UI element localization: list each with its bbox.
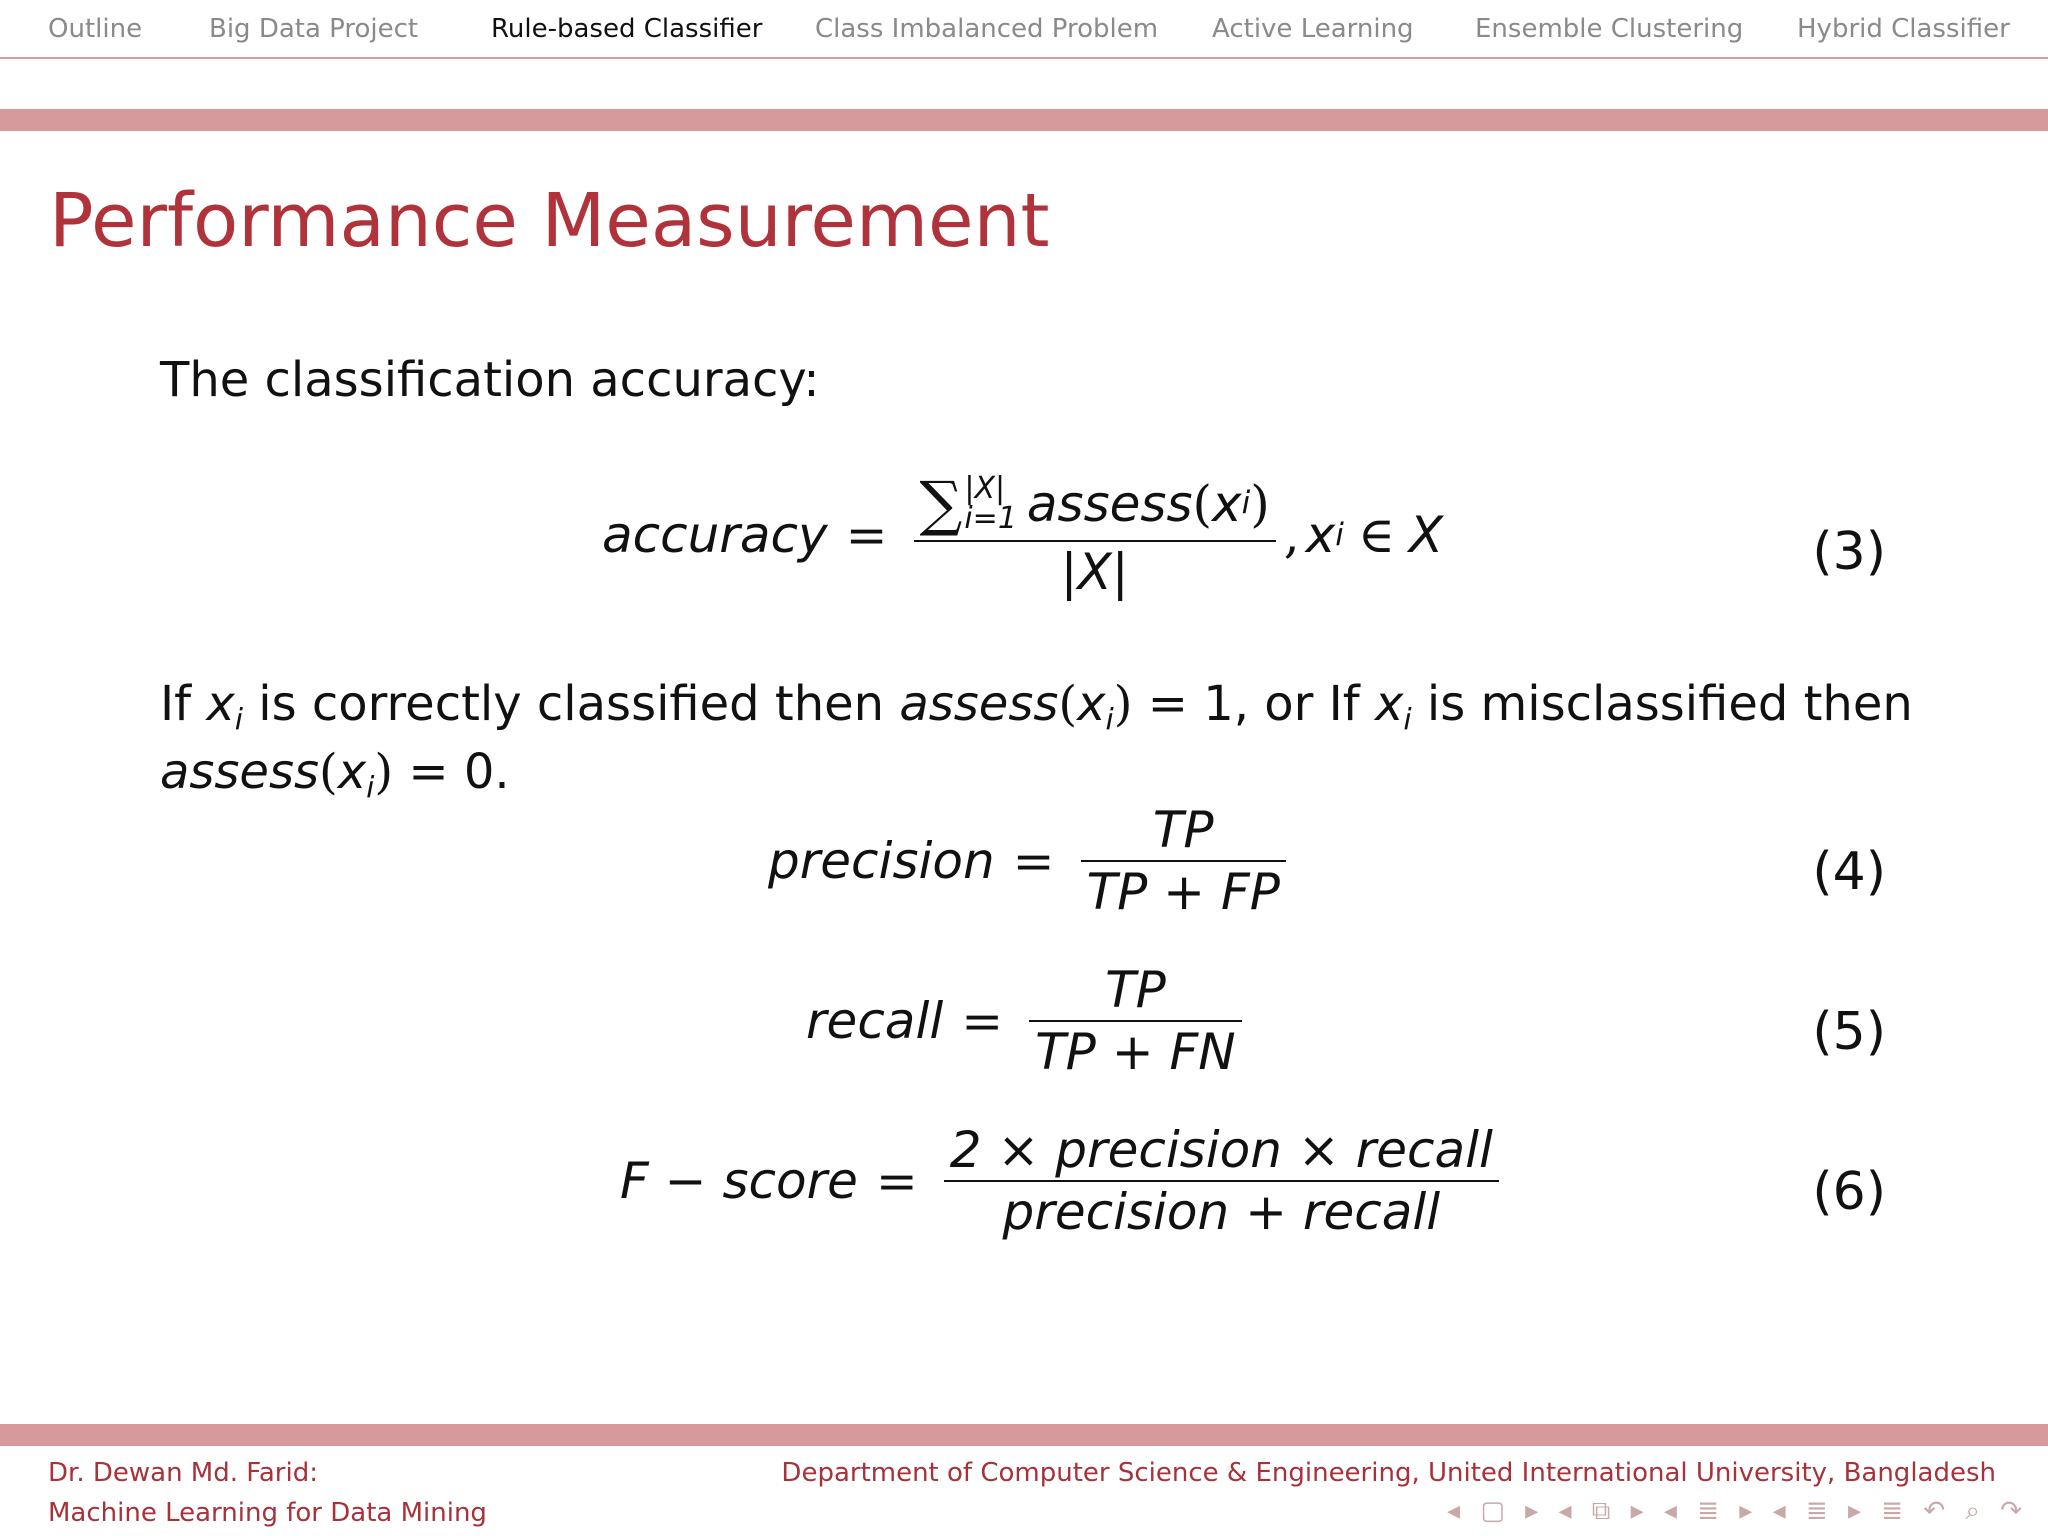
nav-divider xyxy=(0,57,2048,59)
eq3-equals: = xyxy=(845,506,888,564)
sum-lower-limit: i=1 xyxy=(964,501,1017,536)
nav-item-class-imbalanced-problem[interactable]: Class Imbalanced Problem xyxy=(815,14,1159,44)
equation-number-3: (3) xyxy=(1812,522,1886,582)
eq6-equals: = xyxy=(875,1152,918,1210)
nav-item-rule-based-classifier[interactable]: Rule-based Classifier xyxy=(491,14,763,44)
eq3-numerator: ∑ |X| i=1 assess ( x i ) xyxy=(919,469,1270,539)
equation-f-score xyxy=(620,1120,1507,1242)
beamer-navigation-icons[interactable]: ◂ ▢ ▸ ◂ ⧉ ▸ ◂ ≣ ▸ ◂ ≣ ▸ ≣ ↶ ⌕ ↷ xyxy=(1447,1496,2028,1526)
eq6-fraction xyxy=(944,1120,1499,1242)
equation-number-4: (4) xyxy=(1812,842,1886,902)
equation-precision xyxy=(768,800,1294,922)
eq4-lhs: precision xyxy=(768,832,995,890)
eq3-denominator: |X| xyxy=(1060,543,1129,601)
eq4-numerator: TP xyxy=(1152,801,1214,859)
equation-number-6: (6) xyxy=(1812,1162,1886,1222)
assess-definition-line-2: $assess(x_i) = 0$. xyxy=(160,744,510,806)
eq4-fraction xyxy=(1081,800,1286,922)
eq5-lhs: recall xyxy=(806,992,944,1050)
header-band xyxy=(0,109,2048,131)
footer-band xyxy=(0,1424,2048,1446)
equation-accuracy: accuracy = ∑ |X| i=1 assess ( x i ) |X| , x i ∈ X xyxy=(602,469,1444,601)
eq6-denominator: precision + recall xyxy=(1002,1183,1441,1241)
eq3-fraction xyxy=(914,468,1276,602)
footer-author: Dr. Dewan Md. Farid: xyxy=(48,1458,318,1488)
nav-item-active-learning[interactable]: Active Learning xyxy=(1212,14,1414,44)
equation-recall xyxy=(806,960,1250,1082)
eq3-assess-sub: i xyxy=(1241,485,1251,522)
eq4-equals: = xyxy=(1012,832,1055,890)
eq6-numerator: 2 × precision × recall xyxy=(949,1121,1493,1179)
eq6-lhs: F − score xyxy=(620,1152,858,1210)
footer-course: Machine Learning for Data Mining xyxy=(48,1498,487,1528)
eq5-numerator: TP xyxy=(1105,961,1166,1019)
eq3-tail-set: X xyxy=(1408,506,1444,564)
footer-department: Department of Computer Science & Engineering, United International University, Bangladesh xyxy=(781,1458,1996,1488)
section-nav xyxy=(0,0,2048,58)
assess-definition-line-1: If $x_i$ is correctly classified then $assess(x_i) = 1$, or If $x_i$ is misclassified then xyxy=(160,676,1913,738)
nav-item-outline[interactable]: Outline xyxy=(48,14,143,44)
eq3-assess-arg: x xyxy=(1212,475,1242,533)
eq5-fraction xyxy=(1029,960,1242,1082)
slide-title: Performance Measurement xyxy=(49,178,1050,264)
nav-item-big-data-project[interactable]: Big Data Project xyxy=(209,14,419,44)
eq3-lhs: accuracy xyxy=(602,506,828,564)
nav-item-hybrid-classifier[interactable]: Hybrid Classifier xyxy=(1797,14,2010,44)
eq3-tail-var: x xyxy=(1305,506,1336,564)
eq4-denominator: TP + FP xyxy=(1086,863,1280,921)
equation-number-5: (5) xyxy=(1812,1002,1886,1062)
sum-upper-limit: |X| xyxy=(964,471,1006,506)
intro-text: The classification accuracy: xyxy=(160,352,820,408)
nav-item-ensemble-clustering[interactable]: Ensemble Clustering xyxy=(1475,14,1744,44)
eq3-assess-fn: assess xyxy=(1026,475,1193,533)
sum-symbol: ∑ xyxy=(919,469,963,539)
eq5-equals: = xyxy=(961,992,1004,1050)
eq3-tail-sub: i xyxy=(1335,517,1344,553)
eq5-denominator: TP + FN xyxy=(1035,1023,1236,1081)
